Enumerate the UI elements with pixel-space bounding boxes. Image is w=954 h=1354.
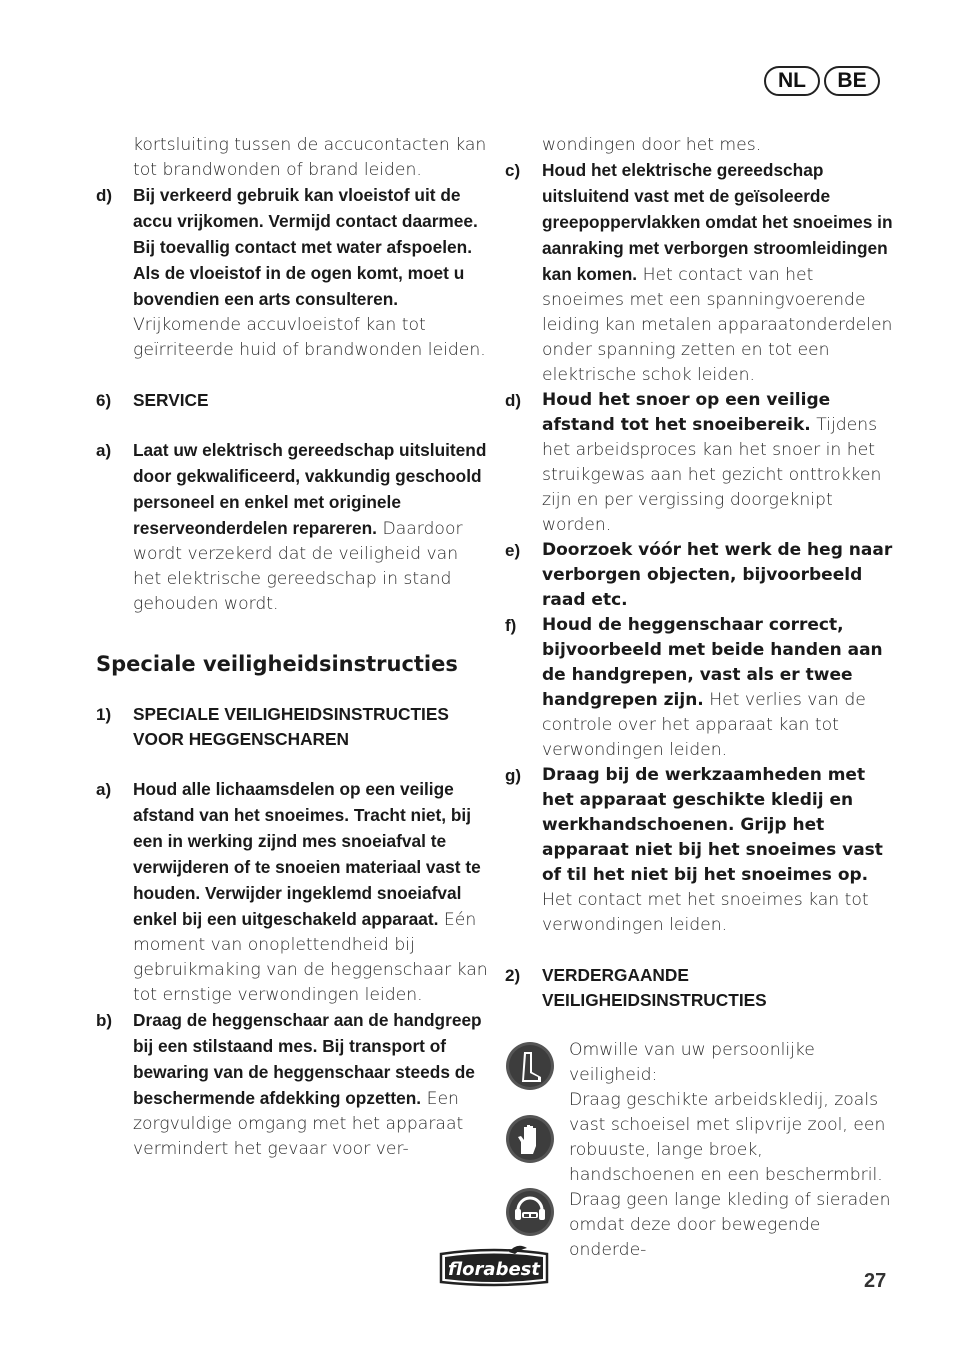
subsection-title: SPECIALE VEILIGHEIDSINSTRUCTIES VOOR HEGGENSCHAREN xyxy=(133,704,449,749)
florabest-logo xyxy=(437,1242,551,1290)
instruction-text: Het contact van het snoeimes met een spanningvoerende leiding kan metalen apparaatonderdelen onder spanning zetten en tot een elektrische schok leiden. xyxy=(542,265,893,385)
safety-icons-block xyxy=(505,1038,893,1263)
list-item-d xyxy=(505,388,893,538)
bold-instruction: Draag bij de werkzaamheden met het apparaat geschikte kledij en werkhandschoenen. Grijp het apparaat niet bij het snoeimes vast of til het niet bij het snoeimes op. xyxy=(542,765,883,885)
list-label: b) xyxy=(96,1011,113,1030)
section-number: 2) xyxy=(505,966,521,985)
list-item-d xyxy=(96,183,491,363)
icons-intro: Omwille van uw persoonlijke veiligheid: xyxy=(569,1040,815,1085)
bold-instruction: Draag de heggenschaar aan de handgreep bij een stilstaand mes. Bij transport of bewaring van de heggenschaar steeds de beschermende afdekking opzetten. xyxy=(133,1010,482,1108)
bold-instruction: Doorzoek vóór het werk de heg naar verborgen objecten, bijvoorbeeld raad etc. xyxy=(542,540,893,610)
list-label: f) xyxy=(505,616,517,635)
list-label: d) xyxy=(505,391,522,410)
bold-instruction: Houd de heggenschaar correct, bijvoorbeeld met beide handen aan de handgrepen, vast als er twee handgrepen zijn. xyxy=(542,615,883,710)
list-label: a) xyxy=(96,780,112,799)
language-badges xyxy=(764,66,880,96)
bold-instruction: Houd het snoer op een veilige afstand tot het snoeibereik. xyxy=(542,390,831,435)
safety-boot-icon xyxy=(505,1041,555,1091)
continued-paragraph xyxy=(505,133,893,158)
list-item-a2 xyxy=(96,777,491,1008)
list-label: e) xyxy=(505,541,521,560)
instruction-text: Een zorgvuldige omgang met het apparaat vermindert het gevaar voor ver- xyxy=(133,1089,464,1159)
bold-instruction: Laat uw elektrisch gereedschap uitsluitend door gekwalificeerd, vakkundig geschoold personeel en enkel met originele reserveonderdelen repareren. xyxy=(133,440,487,538)
list-item-f xyxy=(505,613,893,763)
section-number: 1) xyxy=(96,705,112,724)
section-heading-speciale: Speciale veiligheidsinstructies xyxy=(96,652,458,676)
section-heading-service xyxy=(96,388,491,413)
right-column xyxy=(505,133,893,1263)
instruction-text: Eén moment van onoplettendheid bij gebruikmaking van de heggenschaar kan tot ernstige verwondingen leiden. xyxy=(133,910,488,1005)
glove-icon xyxy=(505,1114,555,1164)
icons-text: Draag geschikte arbeidskledij, zoals vast schoeisel met slipvrije zool, een robuuste, lange broek, handschoenen en een beschermbril. Draag geen lange kleding of sieraden omdat deze door bewegende onderde- xyxy=(569,1090,891,1260)
list-item-a xyxy=(96,438,491,617)
instruction-text: Vrijkomende accuvloeistof kan tot geïrriteerde huid of brandwonden leiden. xyxy=(133,315,486,360)
logo-text: florabest xyxy=(448,1259,540,1280)
list-item-e xyxy=(505,538,893,613)
list-label: c) xyxy=(505,161,521,180)
subsection-heading-1 xyxy=(96,702,491,752)
ear-eye-protection-icon xyxy=(505,1187,555,1237)
paragraph-text: kortsluiting tussen de accucontacten kan tot brandwonden of brand leiden. xyxy=(133,135,487,180)
section-number: 6) xyxy=(96,391,112,410)
safety-icons xyxy=(505,1038,569,1263)
language-badge-be: BE xyxy=(824,66,880,96)
language-badge-nl: NL xyxy=(764,66,820,96)
continued-paragraph xyxy=(96,133,491,183)
bold-instruction: Houd alle lichaamsdelen op een veilige afstand van het snoeimes. Tracht niet, bij een in werking zijnd mes snoeiafval te verwijderen of te snoeien materiaal vast te houden. Verwijder ingeklemd snoeiafval enkel bij een uitgeschakeld apparaat. xyxy=(133,779,481,929)
left-column xyxy=(96,133,491,1162)
instruction-text: Tijdens het arbeidsproces kan het snoer in het struikgewas aan het gezicht onttrokken zijn en per vergissing doorgeknipt worden. xyxy=(542,415,882,535)
list-label: d) xyxy=(96,186,113,205)
instruction-text: Het verlies van de controle over het apparaat kan tot verwondingen leiden. xyxy=(542,690,866,760)
subsection-heading-2 xyxy=(505,963,893,1013)
bold-instruction: Bij verkeerd gebruik kan vloeistof uit de accu vrijkomen. Vermijd contact daarmee. Bij toevallig contact met water afspoelen. Als de vloeistof in de ogen komt, moet u bovendien een arts consulteren. xyxy=(133,185,478,309)
paragraph-text: wondingen door het mes. xyxy=(542,135,762,155)
subsection-title: VERDERGAANDE VEILIGHEIDSINSTRUCTIES xyxy=(542,965,767,1010)
list-item-c xyxy=(505,158,893,388)
list-item-g xyxy=(505,763,893,938)
page-number: 27 xyxy=(864,1270,887,1292)
instruction-text: Het contact met het snoeimes kan tot verwondingen leiden. xyxy=(542,890,869,935)
section-title: SERVICE xyxy=(133,390,209,410)
icons-description xyxy=(569,1038,893,1263)
list-label: g) xyxy=(505,766,522,785)
list-label: a) xyxy=(96,441,112,460)
bold-instruction: Houd het elektrische gereedschap uitsluitend vast met de geïsoleerde greepoppervlakken omdat het snoeimes in aanraking met verborgen stroomleidingen kan komen. xyxy=(542,160,893,284)
instruction-text: Daardoor wordt verzekerd dat de veiligheid van het elektrische gereedschap in stand gehouden wordt. xyxy=(133,519,463,614)
list-item-b xyxy=(96,1008,491,1162)
